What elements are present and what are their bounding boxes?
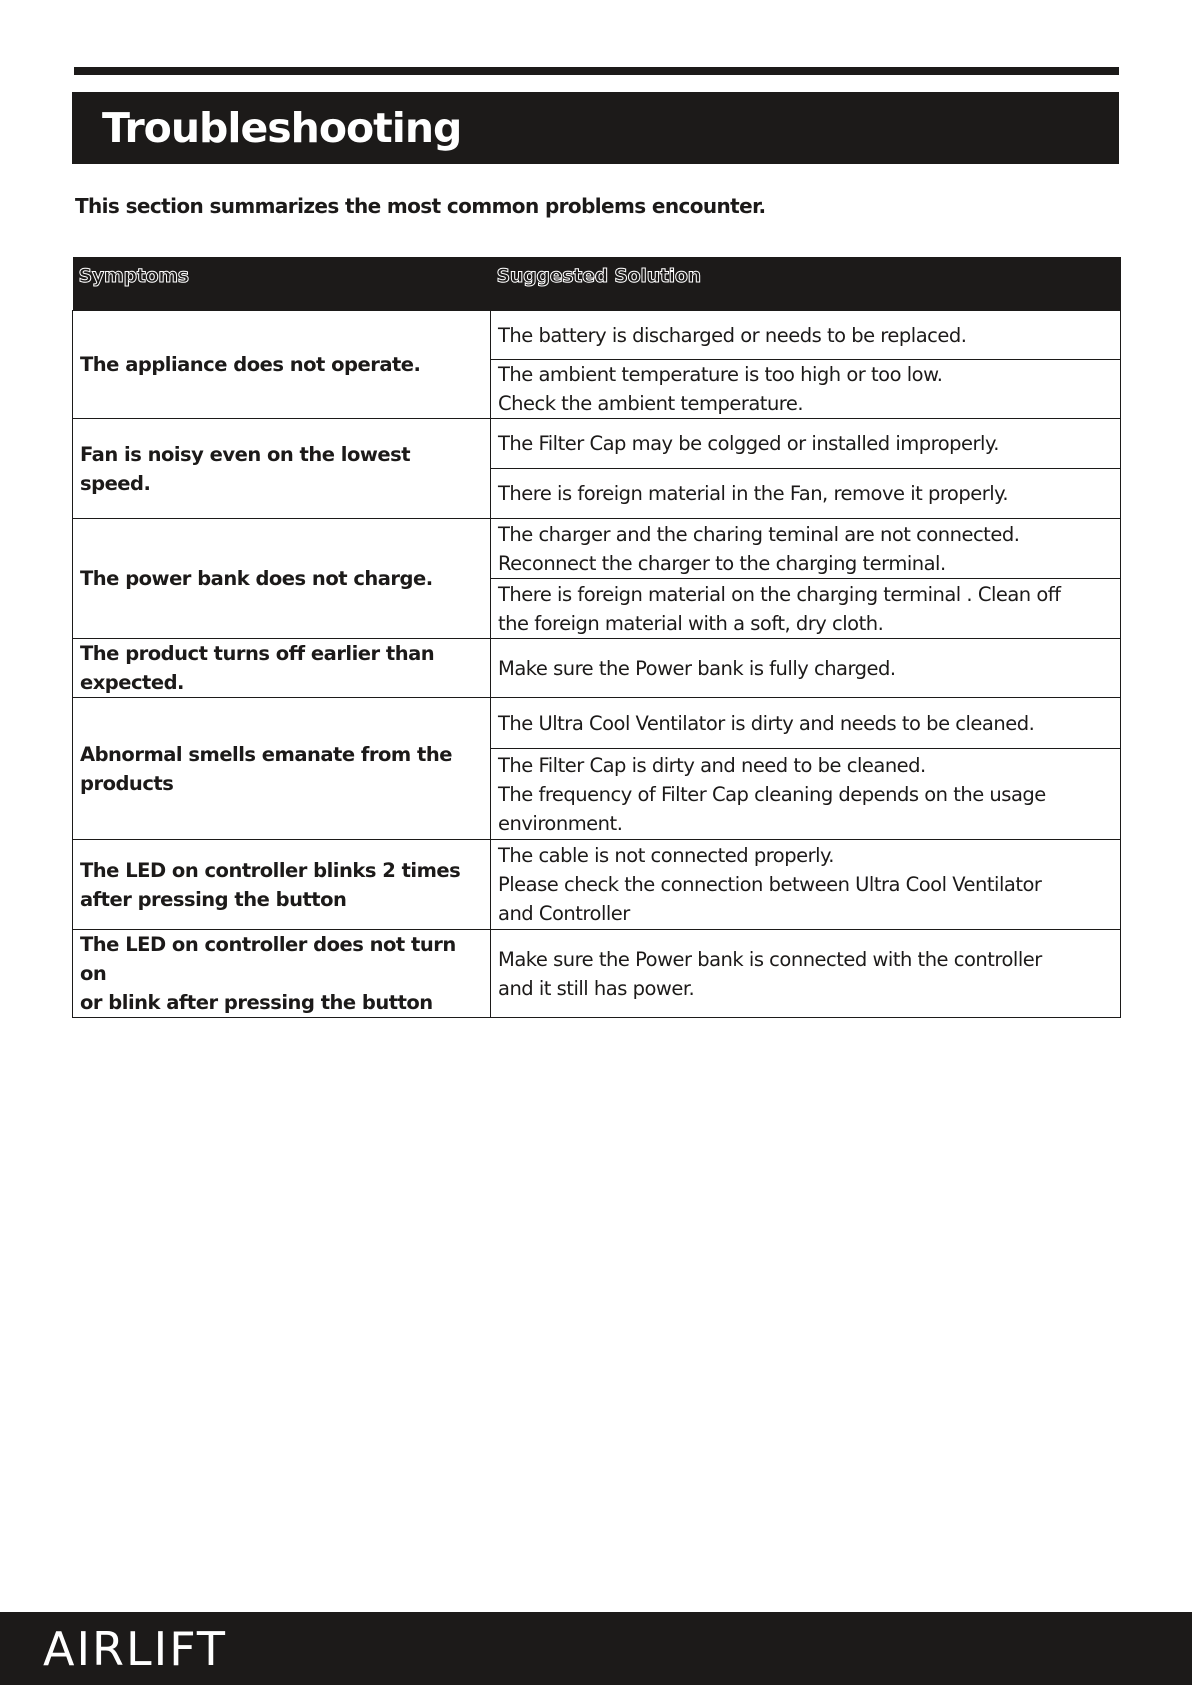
footer-bar	[0, 1612, 1192, 1685]
symptom-cell: The appliance does not operate.	[73, 311, 491, 419]
solution-cell: The cable is not connected properly. Please check the connection between Ultra Cool Ventilator and Controller	[491, 840, 1121, 930]
top-rule	[74, 67, 1119, 75]
table-header-row	[73, 257, 1121, 311]
table-row	[73, 930, 1121, 1018]
symptom-cell: The LED on controller blinks 2 times after pressing the button	[73, 840, 491, 930]
solution-cell: The ambient temperature is too high or too low. Check the ambient temperature.	[491, 360, 1121, 419]
symptom-cell: The product turns off earlier than expected.	[73, 639, 491, 698]
table-row	[73, 639, 1121, 698]
solution-cell: Make sure the Power bank is fully charged.	[491, 639, 1121, 698]
solution-cell: The Ultra Cool Ventilator is dirty and needs to be cleaned.	[491, 698, 1121, 749]
solution-cell: The Filter Cap may be colgged or installed improperly.	[491, 419, 1121, 469]
symptom-cell: Fan is noisy even on the lowest speed.	[73, 419, 491, 519]
intro-text: This section summarizes the most common problems encounter.	[75, 194, 766, 218]
table-row	[73, 519, 1121, 579]
brand-logo: AIRLIFT	[43, 1622, 227, 1676]
solution-cell: The charger and the charing teminal are not connected. Reconnect the charger to the charging terminal.	[491, 519, 1121, 579]
column-header-solution: Suggested Solution	[491, 257, 1121, 311]
solution-cell: The battery is discharged or needs to be replaced.	[491, 311, 1121, 360]
table-row	[73, 311, 1121, 360]
symptom-cell: The power bank does not charge.	[73, 519, 491, 639]
table-row	[73, 698, 1121, 749]
symptom-cell: Abnormal smells emanate from the products	[73, 698, 491, 840]
column-header-symptoms: Symptoms	[73, 257, 491, 311]
solution-cell: There is foreign material on the charging terminal . Clean off the foreign material with a soft, dry cloth.	[491, 579, 1121, 639]
solution-cell: The Filter Cap is dirty and need to be cleaned. The frequency of Filter Cap cleaning depends on the usage environment.	[491, 749, 1121, 840]
page-title: Troubleshooting	[102, 104, 462, 152]
solution-cell: Make sure the Power bank is connected with the controller and it still has power.	[491, 930, 1121, 1018]
title-bar	[72, 92, 1119, 164]
table-row	[73, 840, 1121, 930]
solution-cell: There is foreign material in the Fan, remove it properly.	[491, 469, 1121, 519]
troubleshooting-table	[72, 257, 1121, 1018]
symptom-cell: The LED on controller does not turn on or blink after pressing the button	[73, 930, 491, 1018]
table-row	[73, 419, 1121, 469]
